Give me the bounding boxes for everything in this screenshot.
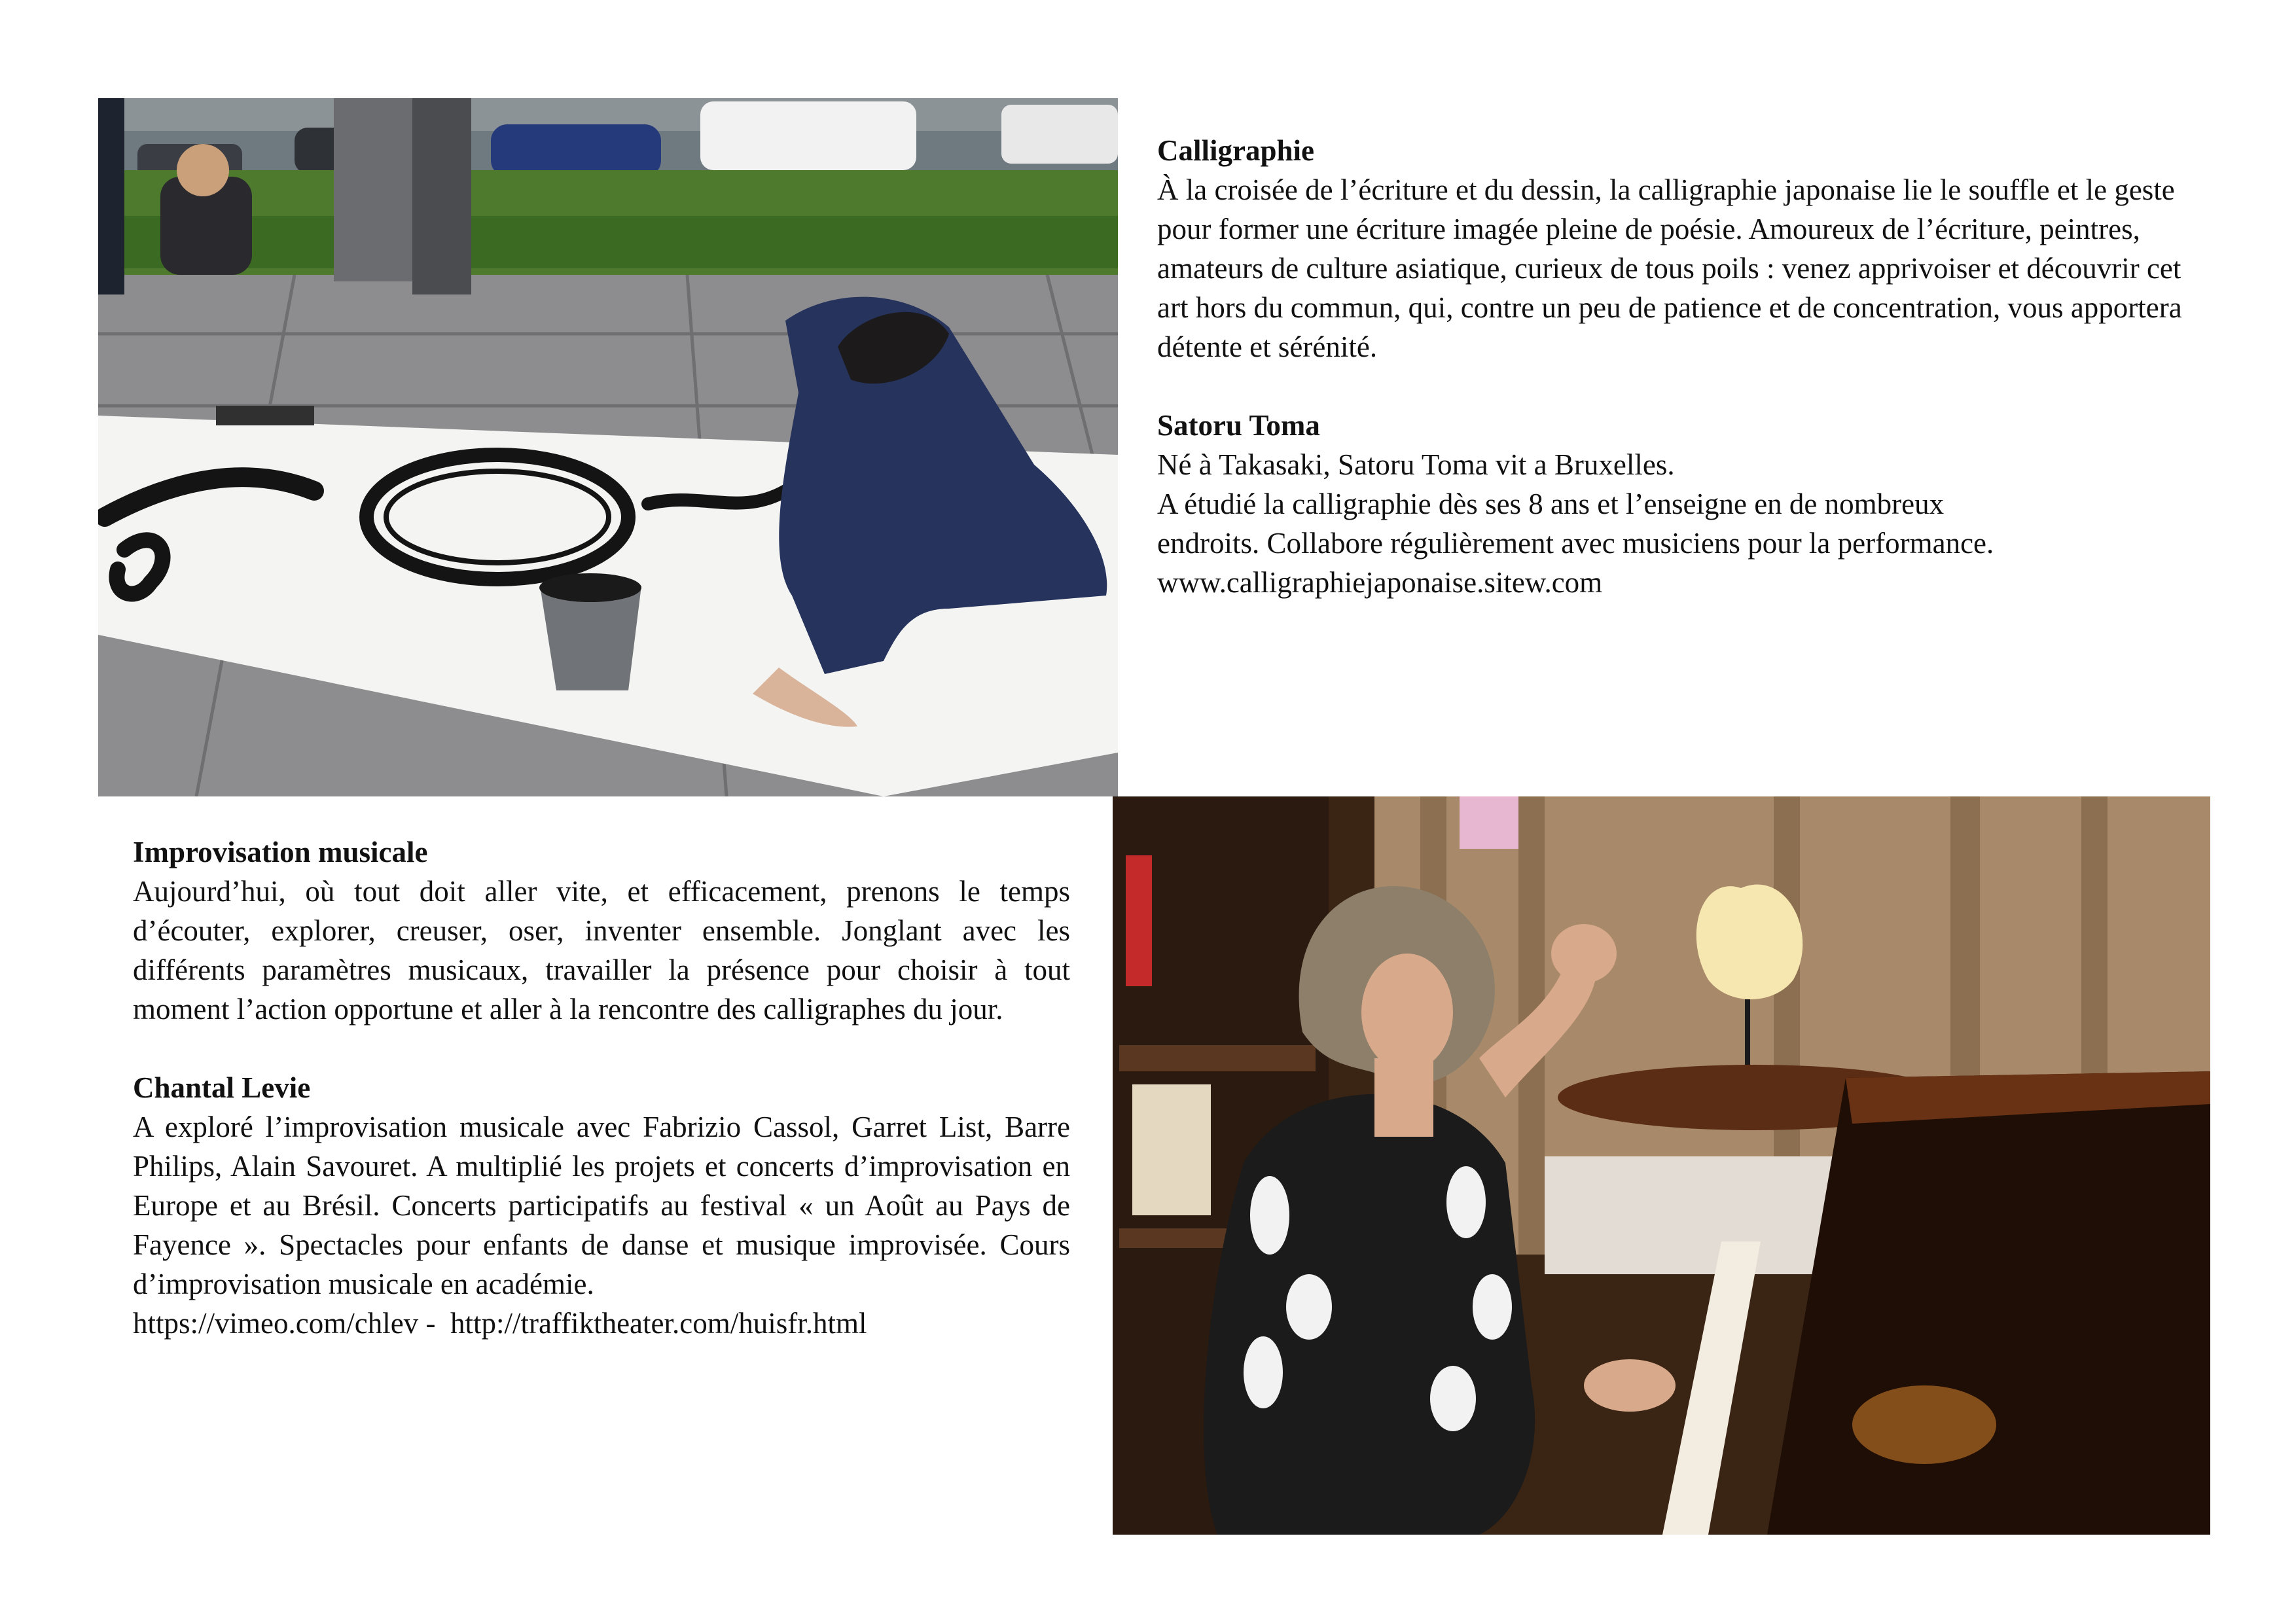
chantal-levie-bio: A exploré l’improvisation musicale avec Fabrizio Cassol, Garret List, Barre Philips, Alain Savouret. A multiplié les projets et concerts d’improvisation en Europe et au Brésil. Concerts participatifs au festival « un Août au Pays de Fayence ». Spectacles pour enfants de danse et musique improvisée. Cours d’improvisation musicale en académie.: [133, 1111, 1070, 1300]
satoru-toma-website-link[interactable]: www.calligraphiejaponaise.sitew.com: [1157, 566, 1603, 599]
satoru-toma-origin: Né à Takasaki, Satoru Toma vit a Bruxelles.: [1157, 448, 1675, 481]
calligraphy-performance-photo: [98, 98, 1118, 796]
link-separator: -: [418, 1307, 450, 1340]
pianist-photo: [1113, 796, 2210, 1535]
satoru-toma-bio: A étudié la calligraphie dès ses 8 ans et l’enseigne en de nombreux endroits. Collabore régulièrement avec musiciens pour la performance.: [1157, 488, 1994, 560]
improvisation-section: [133, 832, 1070, 1343]
vimeo-link[interactable]: https://vimeo.com/chlev: [133, 1307, 419, 1340]
calligraphy-description: À la croisée de l’écriture et du dessin, la calligraphie japonaise lie le souffle et le geste pour former une écriture imagée pleine de poésie. Amoureux de l’écriture, peintres, amateurs de culture asiatique, curieux de tous poils : venez apprivoiser et découvrir cet art hors du commun, qui, contre un peu de patience et de concentration, vous apportera détente et sérénité.: [1157, 173, 2182, 363]
improvisation-heading: Improvisation musicale: [133, 836, 428, 868]
improvisation-description: Aujourd’hui, où tout doit aller vite, et efficacement, prenons le temps d’écouter, explorer, creuser, oser, inventer ensemble. Jonglant avec les différents paramètres musicaux, travailler la présence pour choisir à tout moment l’action opportune et aller à la rencontre des calligraphes du jour.: [133, 875, 1070, 1026]
calligraphy-heading: Calligraphie: [1157, 134, 1315, 167]
traffik-theater-link[interactable]: http://traffiktheater.com/huisfr.html: [450, 1307, 867, 1340]
chantal-levie-links: [133, 1304, 1070, 1343]
chantal-levie-heading: Chantal Levie: [133, 1071, 311, 1104]
calligraphy-section: [1157, 131, 2211, 602]
satoru-toma-heading: Satoru Toma: [1157, 409, 1320, 442]
